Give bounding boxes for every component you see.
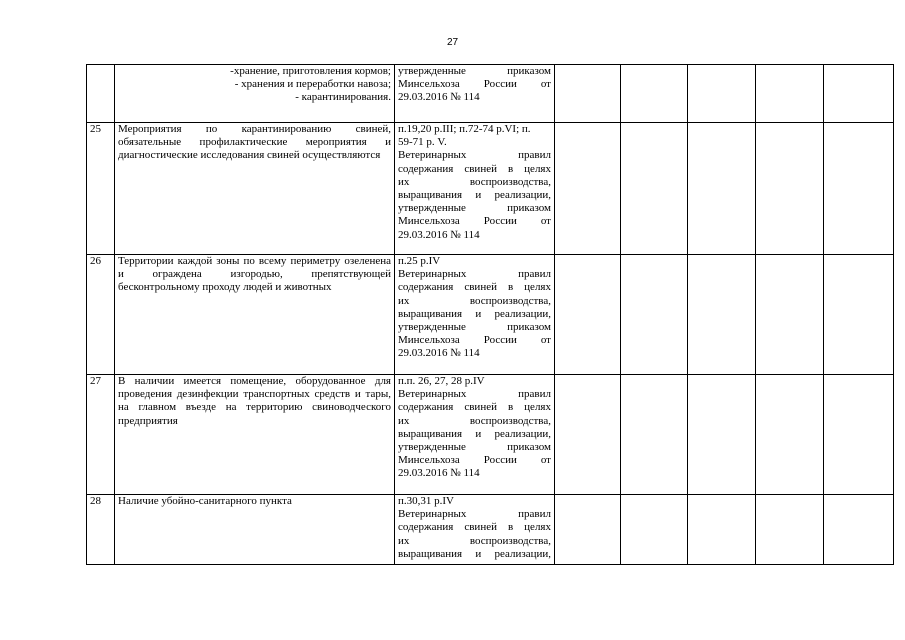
reference-line: их воспроизводства,	[398, 175, 551, 188]
reference-line: их воспроизводства,	[398, 414, 551, 427]
empty-assessment-cell	[555, 375, 621, 495]
empty-assessment-cell	[688, 495, 756, 565]
empty-assessment-cell	[621, 255, 688, 375]
empty-assessment-cell	[756, 495, 824, 565]
reference-line: утвержденные приказом	[398, 441, 551, 454]
reference-clause: п.30,31 р.IV	[398, 495, 454, 507]
reference-line: выращивания и реализации,	[398, 307, 551, 320]
reference-line: выращивания и реализации,	[398, 189, 551, 202]
reference-line: Минсельхоза России от	[398, 334, 551, 347]
reference-clause: п.п. 26, 27, 28 р.IV	[398, 375, 485, 387]
empty-assessment-cell	[824, 65, 894, 123]
empty-assessment-cell	[621, 65, 688, 123]
empty-assessment-cell	[824, 495, 894, 565]
table-body	[87, 65, 894, 565]
reference-line: содержания свиней в целях	[398, 162, 551, 175]
empty-assessment-cell	[555, 123, 621, 255]
empty-assessment-cell	[756, 65, 824, 123]
reference-line: выращивания и реализации,	[398, 547, 551, 560]
empty-assessment-cell	[555, 65, 621, 123]
reference-cell	[395, 255, 555, 375]
table-row	[87, 123, 894, 255]
reference-clause: п.25 р.IV	[398, 255, 441, 267]
reference-line: Минсельхоза России от	[398, 215, 551, 228]
reference-cell	[395, 375, 555, 495]
reference-line: содержания свиней в целях	[398, 281, 551, 294]
row-number: 27	[87, 375, 115, 495]
row-number: 26	[87, 255, 115, 375]
reference-order-date: 29.03.2016 № 114	[398, 228, 480, 241]
empty-assessment-cell	[756, 123, 824, 255]
reference-order-date: 29.03.2016 № 114	[398, 467, 480, 480]
page-number: 27	[446, 37, 459, 48]
row-number: 28	[87, 495, 115, 565]
reference-line: утвержденные приказом	[398, 65, 551, 77]
requirement-cell: Территории каждой зоны по всему периметру озеленена и ограждена изгородью, препятствующей бесконтрольному проходу людей и животных	[115, 255, 395, 375]
requirement-cell: Наличие убойно-санитарного пункта	[115, 495, 395, 565]
empty-assessment-cell	[688, 123, 756, 255]
reference-cell	[395, 495, 555, 565]
reference-line: Ветеринарных правил	[398, 268, 551, 281]
empty-assessment-cell	[688, 375, 756, 495]
requirements-table	[86, 64, 894, 565]
reference-cell	[395, 65, 555, 123]
empty-assessment-cell	[621, 123, 688, 255]
empty-assessment-cell	[555, 495, 621, 565]
empty-assessment-cell	[824, 375, 894, 495]
table-row	[87, 255, 894, 375]
reference-line: Минсельхоза России от	[398, 454, 551, 467]
row-number	[87, 65, 115, 123]
empty-assessment-cell	[621, 375, 688, 495]
reference-clause: п.19,20 р.III; п.72-74 р.VI; п.	[398, 123, 531, 135]
requirement-line: -хранение, приготовления кормов;	[230, 65, 391, 77]
table-row	[87, 65, 894, 123]
reference-line: Минсельхоза России от	[398, 78, 551, 91]
reference-order-date: 29.03.2016 № 114	[398, 347, 480, 360]
empty-assessment-cell	[621, 495, 688, 565]
reference-line: выращивания и реализации,	[398, 427, 551, 440]
reference-clause: 59-71 р. V.	[398, 136, 447, 149]
reference-line: содержания свиней в целях	[398, 521, 551, 534]
reference-line: Ветеринарных правил	[398, 508, 551, 521]
requirement-line: - хранения и переработки навоза;	[234, 78, 391, 91]
reference-line: их воспроизводства,	[398, 534, 551, 547]
reference-order-date: 29.03.2016 № 114	[398, 91, 480, 104]
reference-line: содержания свиней в целях	[398, 401, 551, 414]
empty-assessment-cell	[688, 255, 756, 375]
table-row	[87, 375, 894, 495]
reference-line: утвержденные приказом	[398, 202, 551, 215]
requirement-cell	[115, 65, 395, 123]
empty-assessment-cell	[756, 375, 824, 495]
empty-assessment-cell	[824, 255, 894, 375]
requirement-cell: Мероприятия по карантинированию свиней, обязательные профилактические мероприятия и диагностические исследования свиней осуществляются	[115, 123, 395, 255]
empty-assessment-cell	[824, 123, 894, 255]
reference-cell	[395, 123, 555, 255]
reference-line: их воспроизводства,	[398, 294, 551, 307]
empty-assessment-cell	[688, 65, 756, 123]
row-number: 25	[87, 123, 115, 255]
reference-line: утвержденные приказом	[398, 321, 551, 334]
table-row	[87, 495, 894, 565]
reference-line: Ветеринарных правил	[398, 388, 551, 401]
reference-line: Ветеринарных правил	[398, 149, 551, 162]
requirement-line: - карантинирования.	[295, 91, 391, 104]
requirement-cell: В наличии имеется помещение, оборудованное для проведения дезинфекции транспортных средств и тары, на главном въезде на территорию свиноводческого предприятия	[115, 375, 395, 495]
empty-assessment-cell	[756, 255, 824, 375]
empty-assessment-cell	[555, 255, 621, 375]
